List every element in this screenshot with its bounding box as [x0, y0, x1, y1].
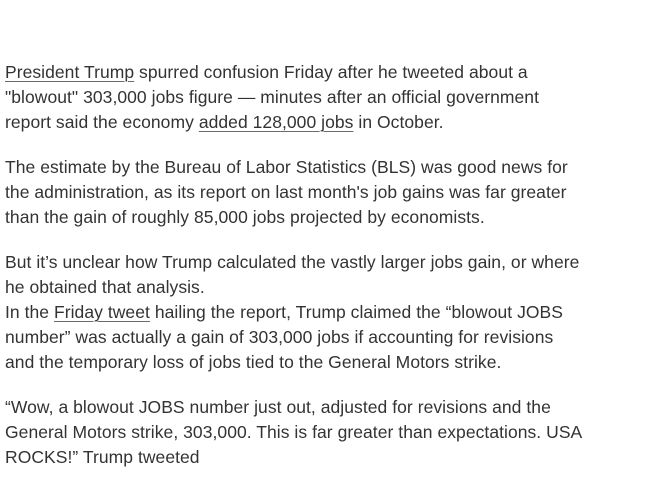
paragraph-3-line-2: he obtained that analysis. — [5, 277, 205, 297]
paragraph-3-line-1: But it’s unclear how Trump calculated the vastly larger jobs gain, or where — [5, 252, 580, 272]
paragraph-1-line-2: "blowout" 303,000 jobs figure — minutes after an official government — [5, 87, 539, 107]
paragraph-4-line-2: General Motors strike, 303,000. This is far greater than expectations. USA — [5, 422, 583, 442]
paragraph-1-line-3-post: in October. — [353, 112, 444, 132]
paragraph-2 — [5, 155, 650, 230]
paragraph-3-line-4: number” was actually a gain of 303,000 jobs if accounting for revisions — [5, 327, 554, 347]
paragraph-3-line-3-post: hailing the report, Trump claimed the “blowout JOBS — [149, 302, 563, 322]
paragraph-3-line-3 — [5, 300, 650, 325]
paragraph-3 — [5, 250, 650, 375]
paragraph-1-line-3-pre: report said the economy — [5, 112, 199, 132]
paragraph-1 — [5, 60, 650, 135]
president-trump-link[interactable]: President Trump — [5, 62, 135, 82]
paragraph-1-line-1 — [5, 60, 650, 85]
paragraph-3-line-5: and the temporary loss of jobs tied to the General Motors strike. — [5, 352, 502, 372]
article-body — [5, 60, 650, 490]
friday-tweet-link[interactable]: Friday tweet — [54, 302, 150, 322]
paragraph-1-line-1-text: spurred confusion Friday after he tweeted about a — [134, 62, 528, 82]
paragraph-3-line-3-pre: In the — [5, 302, 54, 322]
paragraph-4-line-3: ROCKS!” Trump tweeted — [5, 447, 200, 467]
paragraph-2-line-3: than the gain of roughly 85,000 jobs projected by economists. — [5, 207, 485, 227]
added-jobs-link[interactable]: added 128,000 jobs — [198, 112, 354, 132]
paragraph-4-line-1: “Wow, a blowout JOBS number just out, adjusted for revisions and the — [5, 397, 551, 417]
paragraph-1-line-3 — [5, 110, 650, 135]
paragraph-4-quote — [5, 395, 650, 470]
paragraph-2-line-1: The estimate by the Bureau of Labor Statistics (BLS) was good news for — [5, 157, 568, 177]
paragraph-2-line-2: the administration, as its report on last month's job gains was far greater — [5, 182, 567, 202]
